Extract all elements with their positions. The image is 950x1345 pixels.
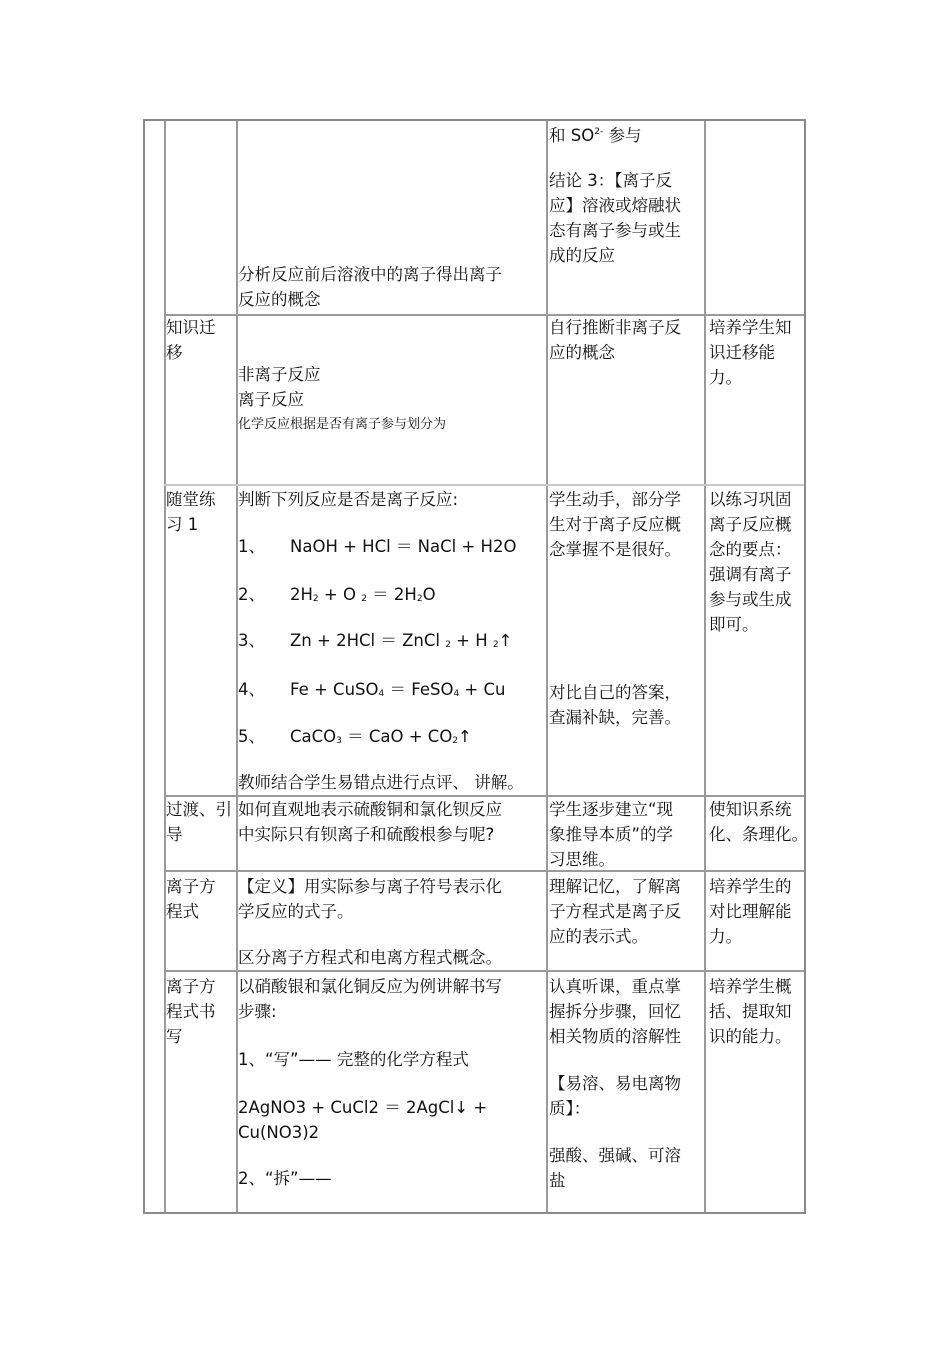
r3-student-a-3: 念掌握不是很好。 <box>549 540 681 559</box>
r1-content-line2: 反应的概念 <box>238 290 321 309</box>
r3-item-2-num: 2、 <box>238 585 265 604</box>
r6-student-2: 握拆分步骤，回忆 <box>549 1002 681 1021</box>
r5-student-1: 理解记忆，了解离 <box>549 877 681 896</box>
r2-content-1: 非离子反应 <box>238 365 321 384</box>
r4-student-3: 习思维。 <box>549 850 615 869</box>
r4-student-1: 学生逐步建立“现 <box>549 800 674 819</box>
r3-item-1-num: 1、 <box>238 537 265 556</box>
r5-content-2: 学反应的式子。 <box>238 902 354 921</box>
r2-content-small: 化学反应根据是否有离子参与划分为 <box>238 417 447 432</box>
r3-item-5-num: 5、 <box>238 727 265 746</box>
r3-purpose-3: 念的要点： <box>709 540 792 559</box>
r3-item-5-eq: CaCO$_3$ ＝ CaO + $CO_2↑$ <box>290 727 472 746</box>
r6-stage-2: 程式书 <box>166 1002 216 1021</box>
r1-student-so4: 和 $SO^{2-}$ 参与 <box>549 126 642 145</box>
r6-student2-2: 质】： <box>549 1099 591 1118</box>
row-divider-1 <box>164 314 804 316</box>
r6-step1: 1、“写”—— 完整的化学方程式 <box>238 1050 469 1069</box>
r4-purpose-2: 化、条理化。 <box>709 825 808 844</box>
r2-purpose-2: 识迁移能 <box>709 343 775 362</box>
r4-content-1: 如何直观地表示硫酸铜和氯化钡反应 <box>238 800 502 819</box>
r6-student-3: 相关物质的溶解性 <box>549 1027 681 1046</box>
r2-student-1: 自行推断非离子反 <box>549 318 681 337</box>
r1-conclusion-3: 态有离子参与或生 <box>549 221 681 240</box>
r3-item-3-eq: Zn + 2HCl ＝ ZnCl $_2$ + H $_2$↑ <box>290 631 513 650</box>
r6-student2-1: 【易溶、易电离物 <box>549 1074 681 1093</box>
r3-item-2-eq: $2H_2 + O$ $_2 = 2H_2O$ <box>290 585 436 604</box>
r6-purpose-1: 培养学生概 <box>709 977 792 996</box>
r6-content-2: 步骤: <box>238 1002 277 1021</box>
r5-content-3: 区分离子方程式和电离方程式概念。 <box>238 948 502 967</box>
r3-purpose-2: 离子反应概 <box>709 515 792 534</box>
r1-conclusion-4: 成的反应 <box>549 246 615 265</box>
r3-student-a-1: 学生动手，部分学 <box>549 490 681 509</box>
r6-student3-1: 强酸、强碱、可溶 <box>549 1146 681 1165</box>
r1-conclusion-1: 结论 3：【离子反 <box>549 171 672 190</box>
r5-purpose-1: 培养学生的 <box>709 877 792 896</box>
r6-content-1: 以硝酸银和氯化铜反应为例讲解书写 <box>238 977 502 996</box>
r6-purpose-3: 识的能力。 <box>709 1027 792 1046</box>
r5-stage-1: 离子方 <box>166 877 216 896</box>
r3-purpose-6: 即可。 <box>709 615 759 634</box>
r3-closing: 教师结合学生易错点进行点评、 讲解。 <box>238 773 524 792</box>
r3-stage-1: 随堂练 <box>166 490 216 509</box>
row-divider-2 <box>164 484 804 486</box>
r6-purpose-2: 括、提取知 <box>709 1002 792 1021</box>
r5-student-2: 子方程式是离子反 <box>549 902 681 921</box>
r3-purpose-4: 强调有离子 <box>709 565 792 584</box>
r6-student3-2: 盐 <box>549 1171 566 1190</box>
r3-prompt: 判断下列反应是否是离子反应: <box>238 490 459 509</box>
r3-student-a-2: 生对于离子反应概 <box>549 515 681 534</box>
r1-conclusion-2: 应】溶液或熔融状 <box>549 196 681 215</box>
r3-item-4-eq: Fe + CuSO$_4$ ＝ FeSO$_4$ + Cu <box>290 680 506 699</box>
r2-content-2: 离子反应 <box>238 390 304 409</box>
r2-purpose-1: 培养学生知 <box>709 318 792 337</box>
r1-content-line1: 分析反应前后溶液中的离子得出离子 <box>238 265 502 284</box>
r4-stage-2: 导 <box>166 825 183 844</box>
r5-purpose-3: 力。 <box>709 927 742 946</box>
r2-student-2: 应的概念 <box>549 343 615 362</box>
row-divider-4 <box>164 870 804 872</box>
r5-stage-2: 程式 <box>166 902 199 921</box>
r3-item-4-num: 4、 <box>238 680 265 699</box>
r2-purpose-3: 力。 <box>709 368 742 387</box>
r3-item-3-num: 3、 <box>238 631 265 650</box>
r6-eq-1: 2AgNO3 + CuCl2 ＝ 2AgCl↓ + <box>238 1098 488 1117</box>
r6-eq-2: Cu(NO3)2 <box>238 1123 320 1142</box>
r4-student-2: 象推导本质”的学 <box>549 825 674 844</box>
r3-student-b-2: 查漏补缺，完善。 <box>549 708 681 727</box>
r4-content-2: 中实际只有钡离子和硫酸根参与呢? <box>238 825 495 844</box>
r6-stage-1: 离子方 <box>166 977 216 996</box>
r6-stage-3: 写 <box>166 1027 183 1046</box>
r5-student-3: 应的表示式。 <box>549 927 648 946</box>
r3-purpose-1: 以练习巩固 <box>709 490 792 509</box>
r6-step2: 2、“拆”—— <box>238 1169 332 1188</box>
r4-purpose-1: 使知识系统 <box>709 800 792 819</box>
r4-stage-1: 过渡、引 <box>166 800 232 819</box>
col-divider-3 <box>546 121 548 1212</box>
r3-item-1-eq: NaOH + HCl ＝ NaCl + H2O <box>290 537 517 556</box>
col-divider-4 <box>704 121 706 1212</box>
r2-stage-2: 移 <box>166 343 183 362</box>
r3-purpose-5: 参与或生成 <box>709 590 792 609</box>
row-divider-5 <box>164 970 804 972</box>
r6-student-1: 认真听课，重点掌 <box>549 977 681 996</box>
r3-stage-2: 习 1 <box>166 515 199 534</box>
r2-stage-1: 知识迁 <box>166 318 216 337</box>
r3-student-b-1: 对比自己的答案， <box>549 683 681 702</box>
r5-content-1: 【定义】用实际参与离子符号表示化 <box>238 877 502 896</box>
r5-purpose-2: 对比理解能 <box>709 902 792 921</box>
